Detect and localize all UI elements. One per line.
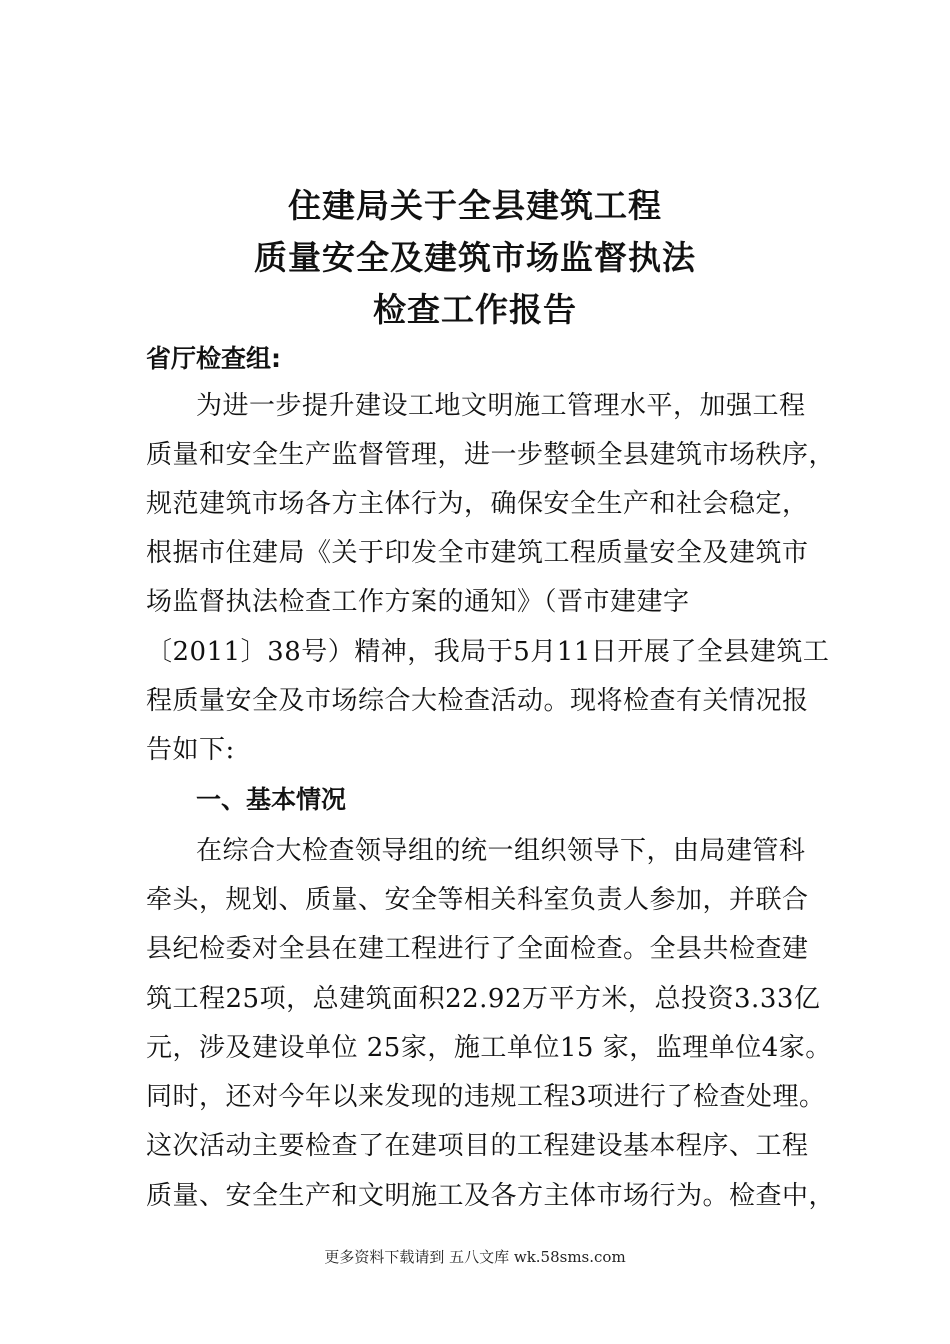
footer-text: 更多资料下载请到 五八文库 wk.58sms.com [324,1248,626,1266]
paragraph-line: 程质量安全及市场综合大检查活动。现将检查有关情况报 [146,686,809,716]
paragraph-line: 质量和安全生产监督管理，进一步整顿全县建筑市场秩序， [146,440,836,470]
paragraph-line: 筑工程25项，总建筑面积22.92万平方米，总投资3.33亿 [146,984,821,1014]
paragraph-line: 质量、安全生产和文明施工及各方主体市场行为。检查中， [146,1181,836,1211]
paragraph-line: 元，涉及建设单位 25家，施工单位15 家，监理单位4家。 [146,1033,832,1063]
paragraph-line: 这次活动主要检查了在建项目的工程建设基本程序、工程 [146,1131,809,1161]
section-heading: 一、基本情况 [196,785,347,814]
title-line-1: 住建局关于全县建筑工程 [288,186,662,225]
paragraph-line: 牵头，规划、质量、安全等相关科室负责人参加，并联合 [146,885,809,915]
title-line-2: 质量安全及建筑市场监督执法 [254,238,696,277]
paragraph-line: 场监督执法检查工作方案的通知》（晋市建建字 [146,587,690,617]
title-line-3: 检查工作报告 [373,290,577,329]
paragraph-line: 规范建筑市场各方主体行为，确保安全生产和社会稳定， [146,489,809,519]
salutation: 省厅检查组: [146,344,281,373]
paragraph-line: 根据市住建局《关于印发全市建筑工程质量安全及建筑市 [146,538,809,568]
paragraph-line: 〔2011〕38号）精神，我局于5月11日开展了全县建筑工 [146,637,830,667]
paragraph-line: 告如下: [146,735,235,765]
paragraph-line: 同时，还对今年以来发现的违规工程3项进行了检查处理。 [146,1082,826,1112]
paragraph-line: 在综合大检查领导组的统一组织领导下，由局建管科 [196,836,806,866]
paragraph-line: 县纪检委对全县在建工程进行了全面检查。全县共检查建 [146,934,809,964]
paragraph-line: 为进一步提升建设工地文明施工管理水平，加强工程 [196,391,806,421]
